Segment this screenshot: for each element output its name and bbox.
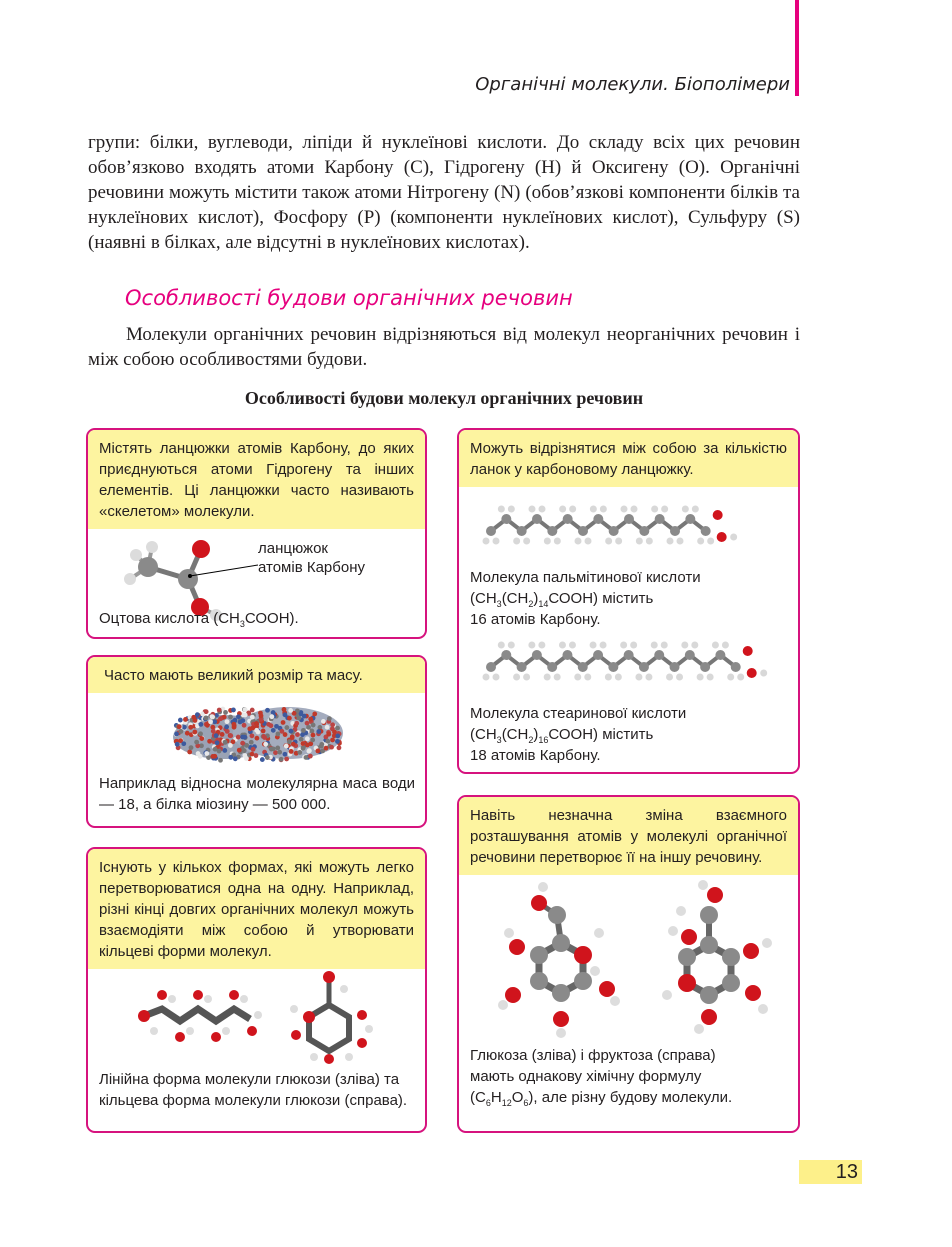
isomers-caption-line-1: Глюкоза (зліва) і фруктоза (справа)	[470, 1047, 716, 1064]
caption-subscript: 14	[538, 599, 549, 609]
stearic-caption-line-2	[470, 724, 788, 745]
stearic-caption-line-3: 18 атомів Карбону.	[470, 747, 601, 764]
card-body	[459, 875, 798, 1115]
caption-subscript: 6	[485, 1098, 491, 1108]
isomers-caption	[470, 1045, 788, 1108]
card-body	[88, 529, 425, 639]
caption-text: СООН) містить	[548, 726, 654, 743]
caption-subscript: 12	[501, 1098, 512, 1108]
caption-text: )	[533, 590, 539, 607]
caption-text: (СН	[501, 726, 529, 743]
glucose-molecule-image	[499, 885, 619, 1035]
card-header: Навіть незначна зміна взаємного розташування атомів у молекулі органічної речовини перетворює її на іншу речовину.	[459, 797, 798, 875]
caption-text: Н	[490, 1089, 502, 1106]
caption-subscript: 6	[523, 1098, 529, 1108]
card-body	[459, 487, 798, 767]
palmitic-caption-line-2	[470, 588, 788, 609]
palmitic-caption-line-3: 16 атомів Карбону.	[470, 611, 601, 628]
chain-label-line-1: ланцюжок	[258, 540, 328, 557]
caption-text: СООН).	[244, 610, 299, 627]
palmitic-caption-line-1: Молекула пальмітинової кислоти	[470, 569, 701, 586]
caption-text: (СН	[501, 590, 529, 607]
running-title: Органічні молекули. Біополімери	[475, 74, 790, 95]
caption-subscript: 2	[528, 735, 534, 745]
caption-subscript: 2	[528, 599, 534, 609]
card-large-size	[86, 655, 427, 828]
caption-text: СООН) містить	[548, 590, 654, 607]
header-accent-rule	[795, 0, 799, 96]
stearic-acid-molecule-image	[481, 633, 791, 693]
stearic-caption-line-1: Молекула стеаринової кислоти	[470, 705, 687, 722]
chain-label	[258, 539, 415, 577]
section-paragraph: Молекули органічних речовин відрізняються від молекул неорганічних речовин і між собою особливостями будови.	[88, 324, 800, 370]
card-carbon-chains	[86, 428, 427, 639]
isomers-caption-line-2: мають однакову хімічну формулу	[470, 1068, 702, 1085]
scheme-title: Особливості будови молекул органічних речовин	[244, 388, 644, 408]
caption-subscript: 16	[538, 735, 549, 745]
fructose-molecule-image	[659, 885, 779, 1035]
card-chain-length	[457, 428, 800, 774]
forms-caption: Лінійна форма молекули глюкози (зліва) та кільцева форма молекули глюкози (справа).	[99, 1071, 408, 1109]
card-header: Існують у кількох формах, які можуть легко перетворюватися одна на одну. Наприклад, різні кінці довгих органічних молекул можуть взаємодіяти між собою й утворювати кільцеві форми молекул.	[88, 849, 425, 969]
caption-text: (СН	[470, 590, 497, 607]
palmitic-caption	[470, 567, 788, 630]
caption-text: (СН	[470, 726, 497, 743]
caption-text: Оцтова кислота (СН	[99, 610, 240, 627]
card-header: Часто мають великий розмір та масу.	[88, 657, 425, 693]
chain-label-line-2: атомів Карбону	[258, 559, 365, 576]
caption-text: )	[533, 726, 539, 743]
section-heading: Особливості будови органічних речовин	[125, 286, 573, 310]
caption-subscript: 3	[496, 735, 502, 745]
caption-text: (С	[470, 1089, 486, 1106]
card-body	[88, 693, 425, 823]
card-multiple-forms	[86, 847, 427, 1133]
protein-molecule-image	[168, 699, 348, 769]
palmitic-acid-molecule-image	[481, 497, 791, 557]
caption-subscript: 3	[239, 619, 245, 629]
stearic-caption	[470, 703, 788, 766]
size-caption: Наприклад відносна молекулярна маса води — 18, а білка міозину — 500 000.	[99, 775, 415, 813]
card-isomers	[457, 795, 800, 1133]
card-header: Містять ланцюжки атомів Карбону, до яких приєднуються атоми Гідрогену та інших елементів. Ці ланцюжки часто називають «скелетом» молекули.	[88, 430, 425, 529]
caption-text: ), але різну будову молекули.	[528, 1089, 733, 1106]
acetic-acid-caption	[99, 608, 415, 629]
intro-paragraph: групи: білки, вуглеводи, ліпіди й нуклеїнові кислоти. До складу всіх цих речовин обов’язково входять атоми Карбону (С), Гідрогену (Н) й Оксигену (О). Органічні речовини можуть містити також атоми Нітрогену (N) (обов’язкові компоненти білків та нуклеїнових кислот), Фосфору (Р) (компоненти нуклеїнових кислот), Сульфуру (S) (наявні в білках, але відсутні в нуклеїнових кислотах).	[88, 132, 800, 253]
caption-text: О	[511, 1089, 524, 1106]
page-number: 13	[799, 1160, 862, 1184]
glucose-linear-molecule-image	[134, 981, 264, 1061]
glucose-ring-molecule-image	[284, 969, 374, 1064]
card-header: Можуть відрізнятися між собою за кількістю ланок у карбоновому ланцюжку.	[459, 430, 798, 487]
caption-subscript: 3	[496, 599, 502, 609]
isomers-caption-line-3	[470, 1087, 788, 1108]
card-body	[88, 969, 425, 1129]
